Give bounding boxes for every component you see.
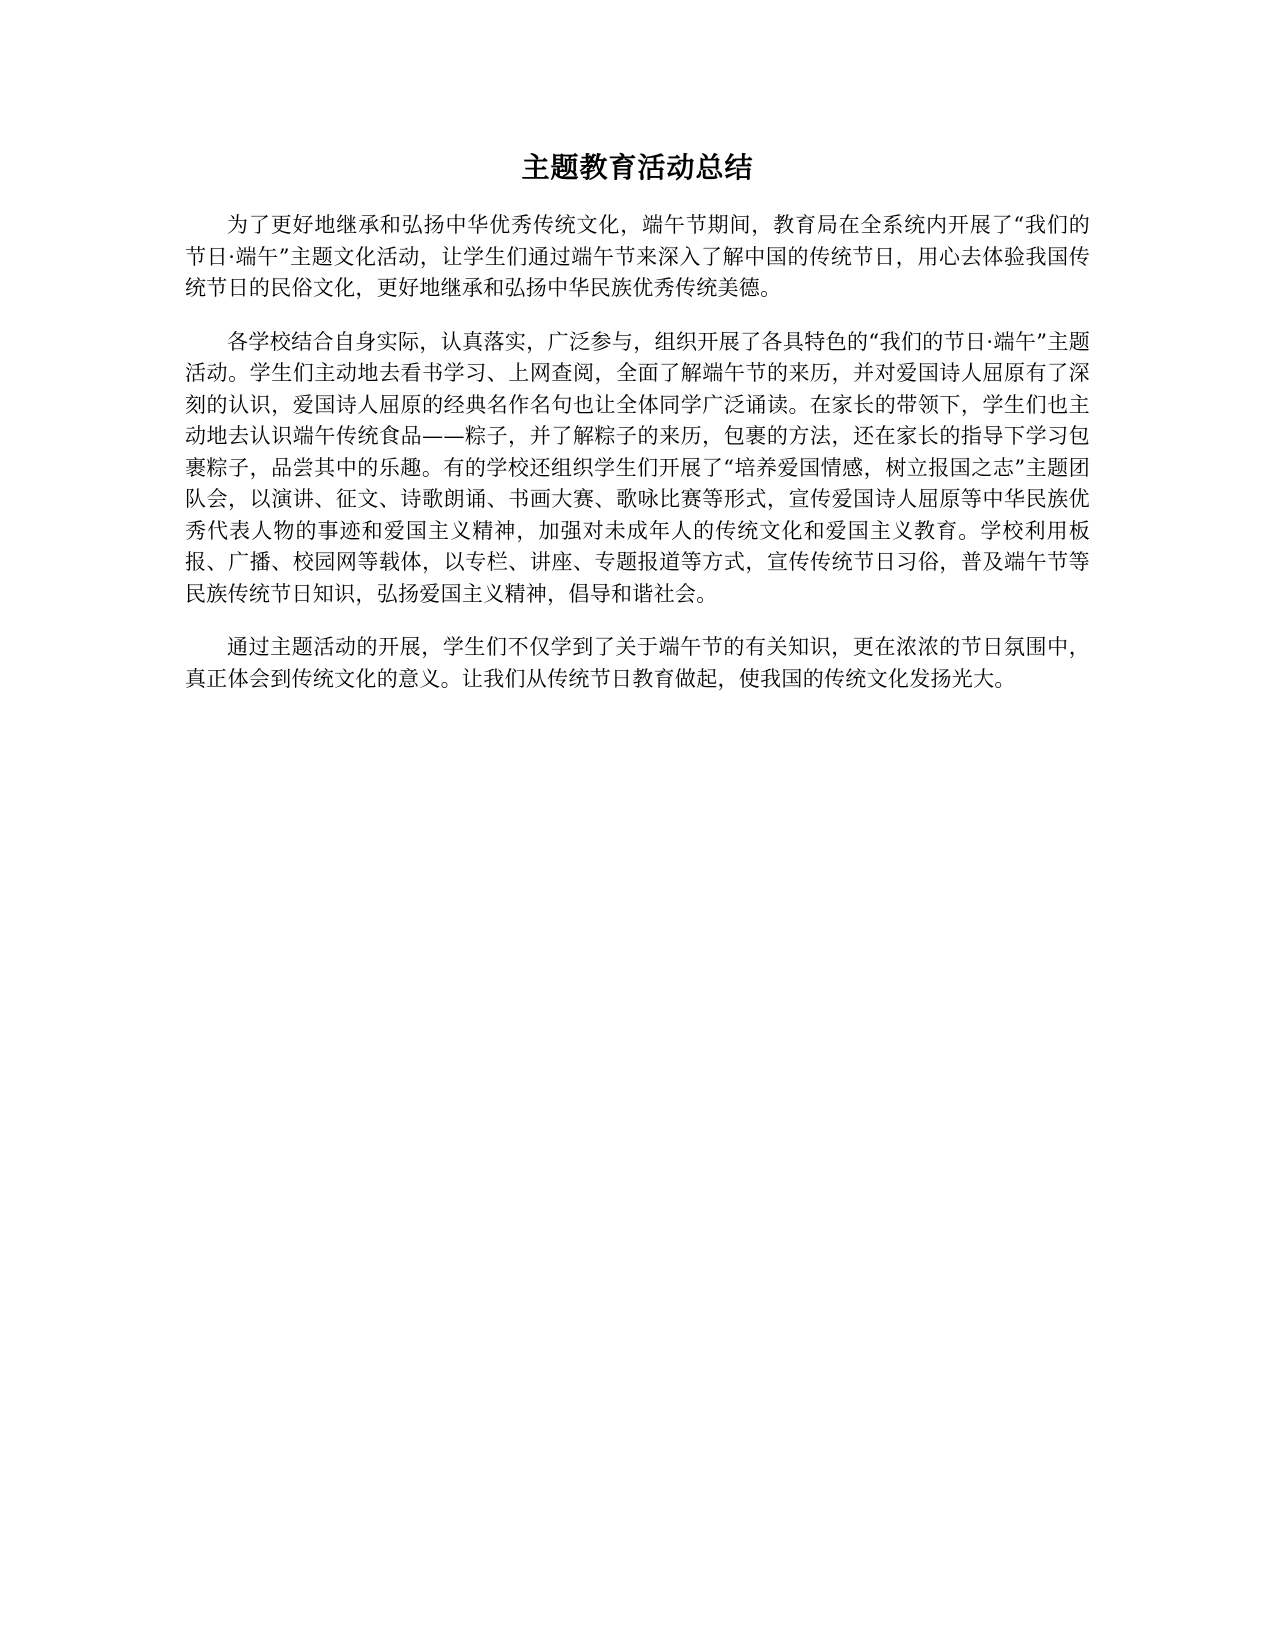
document-body — [185, 148, 1090, 717]
paragraph-activities: 各学校结合自身实际，认真落实，广泛参与，组织开展了各具特色的“我们的节日·端午”主题活动。学生们主动地去看书学习、上网查阅，全面了解端午节的来历，并对爱国诗人屈原有了深刻的认识，爱国诗人屈原的经典名作名句也让全体同学广泛诵读。在家长的带领下，学生们也主动地去认识端午传统食品——粽子，并了解粽子的来历，包裹的方法，还在家长的指导下学习包裹粽子，品尝其中的乐趣。有的学校还组织学生们开展了“培养爱国情感，树立报国之志”主题团队会，以演讲、征文、诗歌朗诵、书画大赛、歌咏比赛等形式，宣传爱国诗人屈原等中华民族优秀代表人物的事迹和爱国主义精神，加强对未成年人的传统文化和爱国主义教育。学校利用板报、广播、校园网等载体，以专栏、讲座、专题报道等方式，宣传传统节日习俗，普及端午节等民族传统节日知识，弘扬爱国主义精神，倡导和谐社会。 — [185, 329, 1090, 606]
paragraph-intro: 为了更好地继承和弘扬中华优秀传统文化，端午节期间，教育局在全系统内开展了“我们的节日·端午”主题文化活动，让学生们通过端午节来深入了解中国的传统节日，用心去体验我国传统节日的民俗文化，更好地继承和弘扬中华民族优秀传统美德。 — [185, 213, 1090, 300]
paragraph-conclusion: 通过主题活动的开展，学生们不仅学到了关于端午节的有关知识，更在浓浓的节日氛围中，真正体会到传统文化的意义。让我们从传统节日教育做起，使我国的传统文化发扬光大。 — [185, 635, 1090, 691]
document-title: 主题教育活动总结 — [521, 151, 754, 184]
